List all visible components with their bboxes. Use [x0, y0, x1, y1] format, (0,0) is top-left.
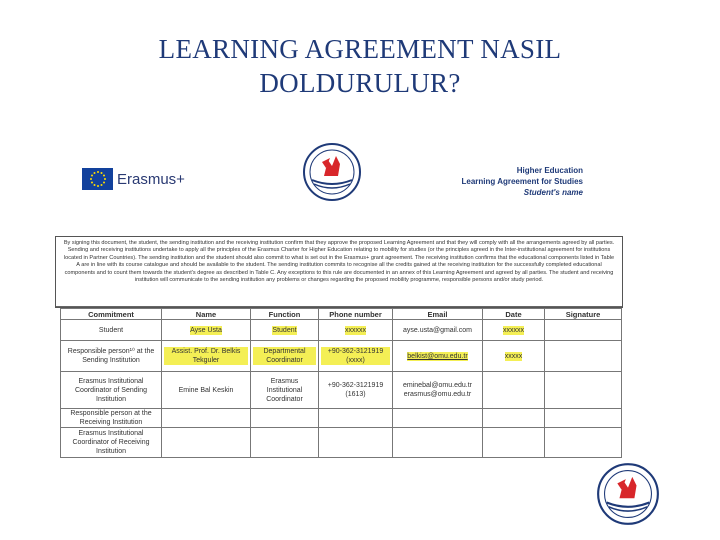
cell-function[interactable] — [251, 409, 319, 428]
cell-signature[interactable] — [545, 428, 622, 458]
cell-name[interactable] — [162, 409, 251, 428]
cell-email[interactable]: ayse.usta@gmail.com — [393, 320, 483, 341]
table-row — [61, 428, 622, 458]
cell-name-value: Assist. Prof. Dr. Belkis Tekguler — [164, 347, 248, 365]
learning-agreement-document — [55, 236, 623, 308]
header-line-1: Higher Education — [516, 166, 583, 175]
cell-commitment: Erasmus Institutional Coordinator of Receiving Institution — [61, 428, 162, 458]
cell-name-value: Ayse Usta — [190, 326, 222, 334]
university-logo-icon — [596, 462, 660, 531]
table-row — [61, 372, 622, 409]
cell-email[interactable] — [393, 428, 483, 458]
cell-name[interactable] — [162, 341, 251, 372]
title-line-2: DOLDURULUR? — [259, 68, 461, 98]
title-line-1: LEARNING AGREEMENT NASIL — [158, 34, 562, 64]
table-header-row — [61, 309, 622, 320]
cell-date[interactable] — [483, 341, 545, 372]
cell-signature[interactable] — [545, 320, 622, 341]
cell-email[interactable] — [393, 341, 483, 372]
cell-name[interactable] — [162, 428, 251, 458]
slide-title — [0, 32, 720, 100]
cell-function[interactable] — [251, 341, 319, 372]
cell-function[interactable]: Erasmus Institutional Coordinator — [251, 372, 319, 409]
cell-function-value: Departmental Coordinator — [253, 347, 316, 365]
header-line-3: Student's name — [523, 188, 583, 197]
cell-email-value: belkist@omu.edu.tr — [407, 352, 468, 360]
document-header — [462, 165, 584, 198]
cell-date[interactable] — [483, 409, 545, 428]
cell-commitment: Responsible person at the Receiving Institution — [61, 409, 162, 428]
cell-phone[interactable] — [319, 320, 393, 341]
cell-phone-value: xxxxxx — [345, 326, 366, 334]
header-signature: Signature — [545, 309, 622, 320]
cell-phone[interactable] — [319, 428, 393, 458]
cell-phone[interactable] — [319, 341, 393, 372]
cell-phone-value: +90-362-3121919 (xxxx) — [321, 347, 390, 365]
table-row — [61, 409, 622, 428]
cell-signature[interactable] — [545, 341, 622, 372]
header-name: Name — [162, 309, 251, 320]
header-function: Function — [251, 309, 319, 320]
cell-email[interactable] — [393, 409, 483, 428]
cell-date[interactable] — [483, 428, 545, 458]
table-row — [61, 320, 622, 341]
cell-signature[interactable] — [545, 409, 622, 428]
cell-phone[interactable] — [319, 409, 393, 428]
cell-name[interactable]: Emine Bal Keskin — [162, 372, 251, 409]
header-phone: Phone number — [319, 309, 393, 320]
commitment-table — [60, 308, 622, 458]
consent-paragraph: By signing this document, the student, the sending institution and the receiving institution confirm that they approve the proposed Learning Agreement and that they will comply with all the arrangements agreed by all parties. Sending and receiving institutions undertake to apply all the principles of the Erasmus Charter for Higher Education relating to mobility for studies (or the principles agreed in the Inter-institutional agreement for institutions located in Partner Countries). The sending institution and the student should also commit to what is set out in the Erasmus+ grant agreement. The receiving institution confirms that the educational components listed in Table A are in line with its course catalogue and should be available to the student. The sending institution commits to recognise all the credits gained at the receiving institution for the successfully completed educational components and to count them towards the student's degree as described in Table C. Any exceptions to this rule are documented in an annex of this Learning Agreement and agreed by all parties. The student and receiving institution will communicate to the sending institution any problems or changes regarding the proposed mobility programme, responsible persons and/or study period. — [56, 237, 622, 307]
header-email: Email — [393, 309, 483, 320]
cell-function[interactable] — [251, 428, 319, 458]
cell-email[interactable]: eminebal@omu.edu.tr erasmus@omu.edu.tr — [393, 372, 483, 409]
header-line-2: Learning Agreement for Studies — [461, 177, 583, 186]
cell-date-value: xxxxx — [504, 352, 523, 360]
cell-name[interactable] — [162, 320, 251, 341]
cell-commitment: Responsible person¹⁰ at the Sending Institution — [61, 341, 162, 372]
table-row — [61, 341, 622, 372]
cell-date-value: xxxxxx — [503, 326, 524, 334]
cell-signature[interactable] — [545, 372, 622, 409]
erasmus-plus-logo — [82, 168, 185, 190]
cell-commitment: Erasmus Institutional Coordinator of Sending Institution — [61, 372, 162, 409]
eu-flag-icon — [82, 168, 113, 190]
cell-commitment: Student — [61, 320, 162, 341]
erasmus-logo-text: Erasmus+ — [117, 170, 185, 188]
cell-phone[interactable]: +90-362-3121919 (1613) — [319, 372, 393, 409]
cell-function-value: Student — [272, 326, 297, 334]
university-logo-icon — [302, 142, 362, 207]
header-date: Date — [483, 309, 545, 320]
cell-function[interactable] — [251, 320, 319, 341]
header-commitment: Commitment — [61, 309, 162, 320]
cell-date[interactable] — [483, 320, 545, 341]
cell-date[interactable] — [483, 372, 545, 409]
